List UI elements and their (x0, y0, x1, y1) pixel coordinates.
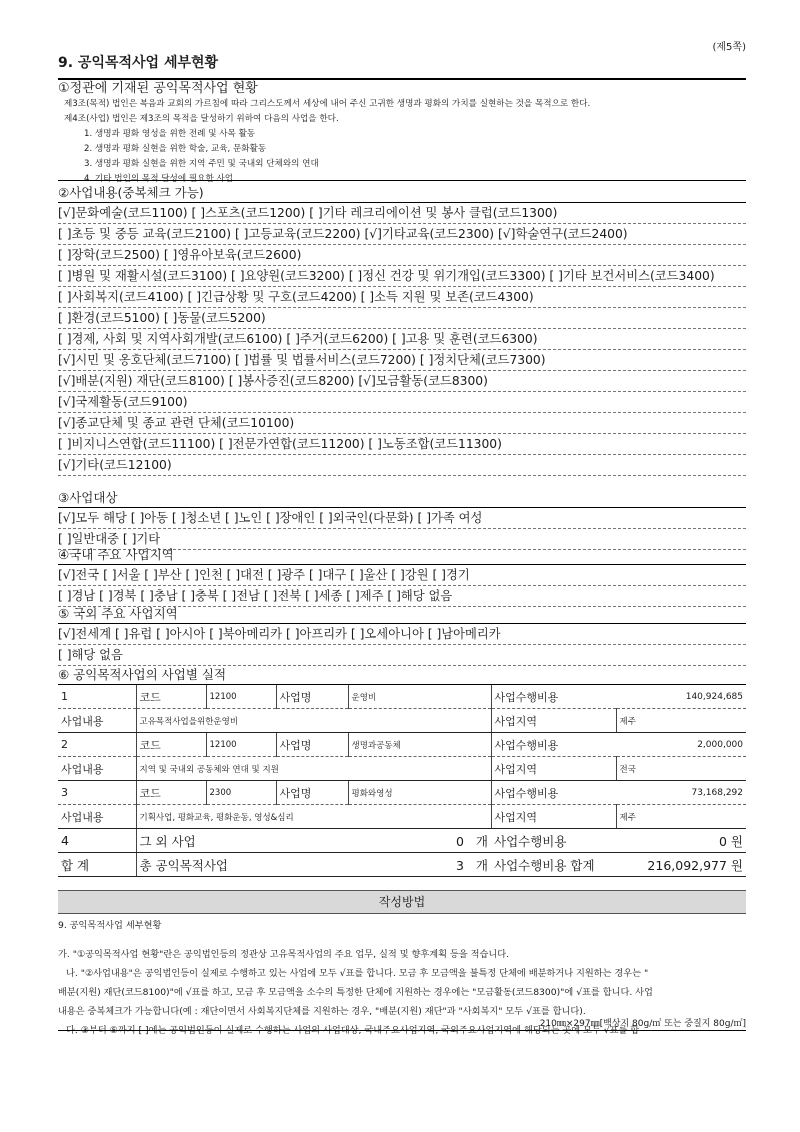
total-expense-value: 216,092,977 원 (616, 853, 746, 877)
other-expense-label: 사업수행비용 (491, 829, 616, 853)
section-5-heading: ⑤ 국외 주요 사업지역 (58, 602, 746, 624)
item-4: 4. 기타 법인의 목적 달성에 필요한 사업 (84, 174, 234, 184)
business-line: [√]시민 및 옹호단체(코드7100) [ ]법률 및 법률서비스(코드7200) [ ]정치단체(코드7300) (58, 350, 746, 371)
business-line: [√]기타(코드12100) (58, 455, 746, 476)
content-label: 사업내용 (58, 757, 136, 781)
section-6-heading: ⑥ 공익목적사업의 사업별 실적 (58, 663, 746, 685)
content-value: 고유목적사업을위한운영비 (136, 709, 491, 733)
item-3: 3. 생명과 평화 실현을 위한 지역 주민 및 국내외 단체와의 연대 (84, 159, 319, 169)
expense-value: 73,168,292 (616, 781, 746, 805)
page-title: 9. 공익목적사업 세부현황 (58, 52, 746, 80)
content-label: 사업내용 (58, 709, 136, 733)
expense-value: 2,000,000 (616, 733, 746, 757)
section-3 (58, 486, 746, 550)
target-line: [√]모두 해당 [ ]아동 [ ]청소년 [ ]노인 [ ]장애인 [ ]외국인(다문화) [ ]가족 여성 (58, 508, 746, 529)
method-bar: 작성방법 (58, 890, 746, 914)
page-number: (제5쪽) (712, 42, 746, 53)
article-4: 제4조(사업) 법인은 제3조의 목적을 달성하기 위하여 다음의 사업을 한다. (64, 114, 339, 124)
item-2: 2. 생명과 평화 실현을 위한 학술, 교육, 문화활동 (84, 144, 267, 154)
method-heading: 9. 공익목적사업 세부현황 (58, 920, 162, 931)
table-row (58, 709, 746, 733)
content-label: 사업내용 (58, 805, 136, 829)
biz-name-label: 사업명 (276, 733, 348, 757)
section-2-heading: ②사업내용(중복체크 가능) (58, 181, 746, 203)
business-line: [√]문화예술(코드1100) [ ]스포츠(코드1200) [ ]기타 레크리에이션 및 봉사 클럽(코드1300) (58, 203, 746, 224)
region-label: 사업지역 (491, 805, 616, 829)
section-4-heading: ④국내 주요 사업지역 (58, 543, 746, 565)
region-label: 사업지역 (491, 757, 616, 781)
overseas-region-line: [√]전세계 [ ]유럽 [ ]아시아 [ ]북아메리카 [ ]아프리카 [ ]오세아니아 [ ]남아메리카 (58, 624, 746, 645)
table-row (58, 757, 746, 781)
biz-name-label: 사업명 (276, 781, 348, 805)
performance-table (58, 685, 746, 877)
code-label: 코드 (136, 685, 206, 709)
code-value: 12100 (206, 733, 276, 757)
region-value: 제주 (616, 709, 746, 733)
method-line: 나. "②사업내용"은 공익법인등이 실제로 수행하고 있는 사업에 모두 √표를 합니다. 모금 후 모금액을 불특정 단체에 배분하거나 지원하는 경우는 " (66, 968, 649, 979)
table-row (58, 805, 746, 829)
row-number: 1 (58, 685, 136, 709)
biz-name-label: 사업명 (276, 685, 348, 709)
table-row (58, 733, 746, 757)
business-line: [ ]병원 및 재활시설(코드3100) [ ]요양원(코드3200) [ ]정신 건강 및 위기개입(코드3300) [ ]기타 보건서비스(코드3400) (58, 266, 746, 287)
region-value: 제주 (616, 805, 746, 829)
method-line: 내용은 중복체크가 가능합니다(예 : 재단이면서 사회복지단체를 지원하는 경우, "배분(지원) 재단"과 "사회복지" 모두 √표를 합니다). (58, 1006, 586, 1017)
biz-name-value: 평화와영성 (348, 781, 491, 805)
other-expense-value: 0 원 (616, 829, 746, 853)
expense-label: 사업수행비용 (491, 733, 616, 757)
method-line: 배분(지원) 재단(코드8100)"에 √표를 하고, 모금 후 모금액을 소수의 특정한 단체에 지원하는 경우에는 "모금활동(코드8300)"에 √표를 합니다. 사업 (58, 987, 653, 998)
business-line: [ ]경제, 사회 및 지역사회개발(코드6100) [ ]주거(코드6200) [ ]고용 및 훈련(코드6300) (58, 329, 746, 350)
content-value: 지역 및 국내외 공동체와 연대 및 지원 (136, 757, 491, 781)
overseas-region-line: [ ]해당 없음 (58, 645, 746, 666)
business-line: [√]배분(지원) 재단(코드8100) [ ]봉사증진(코드8200) [√]모금활동(코드8300) (58, 371, 746, 392)
section-3-heading: ③사업대상 (58, 486, 746, 508)
business-line: [√]국제활동(코드9100) (58, 392, 746, 413)
other-row (58, 829, 746, 853)
business-line: [√]종교단체 및 종교 관련 단체(코드10100) (58, 413, 746, 434)
business-line: [ ]사회복지(코드4100) [ ]긴급상황 및 구호(코드4200) [ ]소득 지원 및 보존(코드4300) (58, 287, 746, 308)
section-1-heading: ①정관에 기재된 공익목적사업 현황 (58, 81, 258, 96)
business-line: [ ]환경(코드5100) [ ]동물(코드5200) (58, 308, 746, 329)
other-count: 0 개 (276, 829, 491, 853)
total-count: 3 개 (276, 853, 491, 877)
content-value: 기획사업, 평화교육, 평화운동, 영성&심리 (136, 805, 491, 829)
section-1-text (58, 97, 746, 187)
bottom-rule (58, 1030, 746, 1031)
code-label: 코드 (136, 781, 206, 805)
biz-name-value: 생명과공동체 (348, 733, 491, 757)
section-2 (58, 180, 746, 476)
target-line: [ ]일반대중 [ ]기타 (58, 529, 746, 550)
total-expense-label: 사업수행비용 합계 (491, 853, 616, 877)
article-3: 제3조(목적) 법인은 복음과 교회의 가르침에 따라 그리스도께서 세상에 내어 주신 고귀한 생명과 평화의 가치를 실현하는 것을 목적으로 한다. (64, 99, 591, 109)
region-label: 사업지역 (491, 709, 616, 733)
other-number: 4 (58, 829, 136, 853)
table-row (58, 781, 746, 805)
code-label: 코드 (136, 733, 206, 757)
other-label: 그 외 사업 (136, 829, 276, 853)
code-value: 2300 (206, 781, 276, 805)
row-number: 3 (58, 781, 136, 805)
business-line: [ ]비지니스연합(코드11100) [ ]전문가연합(코드11200) [ ]노동조합(코드11300) (58, 434, 746, 455)
expense-value: 140,924,685 (616, 685, 746, 709)
total-label: 합 계 (58, 853, 136, 877)
expense-label: 사업수행비용 (491, 685, 616, 709)
item-1: 1. 생명과 평화 영성을 위한 전례 및 사목 활동 (84, 129, 256, 139)
section-1 (58, 76, 746, 187)
business-line: [ ]초등 및 중등 교육(코드2100) [ ]고등교육(코드2200) [√]기타교육(코드2300) [√]학술연구(코드2400) (58, 224, 746, 245)
row-number: 2 (58, 733, 136, 757)
code-value: 12100 (206, 685, 276, 709)
biz-name-value: 운영비 (348, 685, 491, 709)
domestic-region-line: [√]전국 [ ]서울 [ ]부산 [ ]인천 [ ]대전 [ ]광주 [ ]대구 [ ]울산 [ ]강원 [ ]경기 (58, 565, 746, 586)
expense-label: 사업수행비용 (491, 781, 616, 805)
section-6 (58, 663, 746, 877)
total-desc: 총 공익목적사업 (136, 853, 276, 877)
method-line: 가. "①공익목적사업 현황"란은 공익법인등의 정관상 고유목적사업의 주요 업무, 실적 및 향후계획 등을 적습니다. (58, 949, 509, 960)
section-4 (58, 543, 746, 607)
domestic-region-line: [ ]경남 [ ]경북 [ ]충남 [ ]충북 [ ]전남 [ ]전북 [ ]세종 [ ]제주 [ ]해당 없음 (58, 586, 746, 607)
section-5 (58, 602, 746, 666)
method-line: 다. ③부터 ⑤까지 [ ]에는 공익법인등이 실제로 수행하는 사업의 사업대상, 국내주요사업지역, 국외주요사업지역에 해당되는 곳에 모두 √표를 합 (66, 1025, 640, 1036)
region-value: 전국 (616, 757, 746, 781)
business-line: [ ]장학(코드2500) [ ]영유아보육(코드2600) (58, 245, 746, 266)
total-row (58, 853, 746, 877)
table-row (58, 685, 746, 709)
paper-spec: 210㎜×297㎜[백상지 80g/㎡ 또는 중질지 80g/㎡] (539, 1019, 746, 1029)
